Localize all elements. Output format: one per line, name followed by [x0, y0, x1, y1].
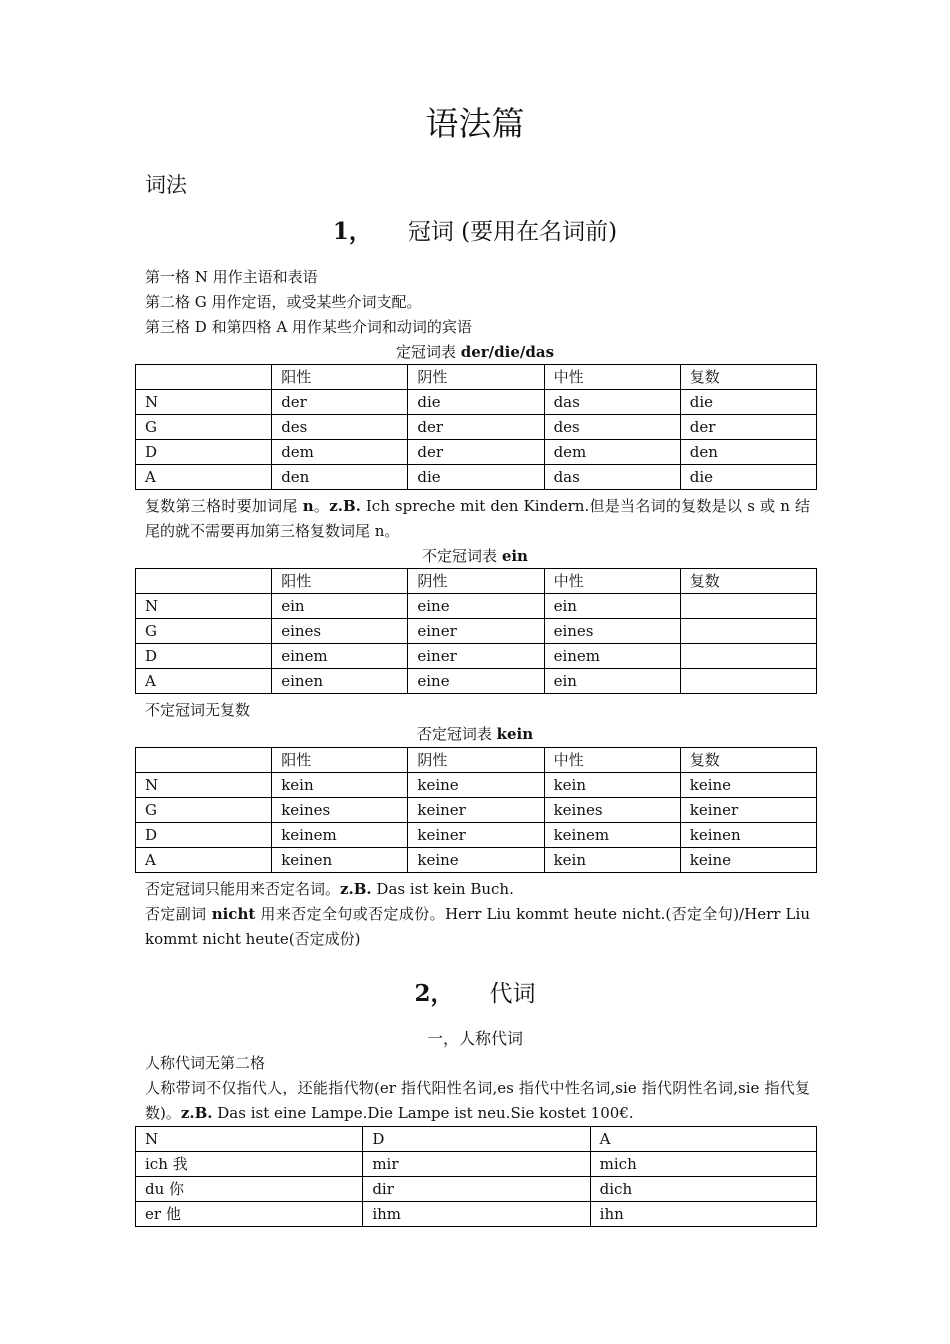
definite-table-caption	[0, 340, 950, 365]
note-text: 复数第三格时要加词尾	[145, 497, 303, 515]
table-row	[136, 594, 817, 619]
table-cell: des	[272, 415, 408, 440]
table-cell: einer	[408, 619, 544, 644]
negative-table-caption	[0, 722, 950, 747]
table-cell: N	[136, 594, 272, 619]
table-cell: eine	[408, 669, 544, 694]
table-cell: keiner	[680, 798, 816, 823]
table-cell: dir	[363, 1177, 590, 1202]
table-header-cell: A	[590, 1127, 816, 1152]
table-header-cell: D	[363, 1127, 590, 1152]
table-cell: ich 我	[136, 1152, 363, 1177]
case-line-1: 第一格 N 用作主语和表语	[145, 268, 318, 286]
case-line-2: 第二格 G 用作定语，或受某些介词支配。	[145, 293, 422, 311]
table-cell: einem	[544, 644, 680, 669]
table-row	[136, 465, 817, 490]
heading-pronouns	[0, 978, 950, 1010]
pronoun-note-1: 人称代词无第二格	[145, 1054, 266, 1072]
table-header-cell: 阴性	[408, 748, 544, 773]
table-cell: keinen	[680, 823, 816, 848]
table-cell: ein	[272, 594, 408, 619]
table-cell	[680, 669, 816, 694]
caption-text: 定冠词表	[395, 343, 461, 361]
table-row	[136, 1177, 817, 1202]
table-header-cell: 阳性	[272, 569, 408, 594]
table-cell: A	[136, 465, 272, 490]
table-cell: keinem	[544, 823, 680, 848]
table-cell: du 你	[136, 1177, 363, 1202]
case-line-3: 第三格 D 和第四格 A 用作某些介词和动词的宾语	[145, 318, 472, 336]
table-cell: kein	[272, 773, 408, 798]
table-cell: A	[136, 848, 272, 873]
table-cell: D	[136, 823, 272, 848]
note-text: Ich spreche mit den Kindern.但是当名词的复数是以 s 或 n 结尾的就不需要再加第三格复数词尾 n。	[145, 497, 810, 540]
table-cell: eine	[408, 594, 544, 619]
table-cell: G	[136, 798, 272, 823]
plural-dative-note	[145, 494, 810, 544]
table-row	[136, 415, 817, 440]
heading-text: 冠词 (要用在名词前)	[407, 219, 618, 245]
note-text: Das ist kein Buch.	[371, 880, 514, 898]
subheading-personal-pronouns: 一，人称代词	[426, 1029, 523, 1048]
table-cell: der	[408, 440, 544, 465]
table-cell: einen	[272, 669, 408, 694]
table-header-cell: 复数	[680, 365, 816, 390]
table-cell: G	[136, 619, 272, 644]
heading-number: 1，	[332, 218, 372, 245]
table-cell: keine	[680, 773, 816, 798]
table-row	[136, 669, 817, 694]
table-row	[136, 773, 817, 798]
table-cell	[680, 619, 816, 644]
table-header-row	[136, 748, 817, 773]
table-cell: eines	[544, 619, 680, 644]
note-bold: z.B.	[340, 880, 372, 898]
table-cell: keines	[544, 798, 680, 823]
table-cell: der	[680, 415, 816, 440]
no-plural-note: 不定冠词无复数	[145, 701, 251, 719]
table-row	[136, 798, 817, 823]
table-row	[136, 823, 817, 848]
table-cell: keine	[408, 773, 544, 798]
table-cell: eines	[272, 619, 408, 644]
table-cell: einem	[272, 644, 408, 669]
table-header-cell: 复数	[680, 748, 816, 773]
table-header-cell: 阴性	[408, 365, 544, 390]
table-cell	[680, 594, 816, 619]
table-header-cell: 中性	[544, 365, 680, 390]
table-cell: mir	[363, 1152, 590, 1177]
heading-number: 2，	[414, 980, 454, 1007]
table-row	[136, 390, 817, 415]
table-cell: das	[544, 390, 680, 415]
table-cell: der	[272, 390, 408, 415]
table-row	[136, 1152, 817, 1177]
table-cell: keine	[680, 848, 816, 873]
negative-article-table	[135, 747, 817, 873]
table-cell: keinem	[272, 823, 408, 848]
caption-bold: kein	[496, 725, 534, 743]
table-header-row	[136, 569, 817, 594]
nicht-note	[145, 902, 810, 952]
pronoun-note-2	[145, 1076, 810, 1126]
table-cell: das	[544, 465, 680, 490]
table-cell: N	[136, 773, 272, 798]
table-cell: die	[408, 390, 544, 415]
table-header-cell: 中性	[544, 569, 680, 594]
table-header-cell: N	[136, 1127, 363, 1152]
table-cell: keine	[408, 848, 544, 873]
table-cell: die	[680, 390, 816, 415]
caption-bold: ein	[501, 547, 528, 565]
table-header-cell	[136, 569, 272, 594]
table-cell: dich	[590, 1177, 816, 1202]
note-text: 用来否定全句或否定成份。Herr Liu kommt heute nicht.(否定全句)/Herr Liu kommt nicht heute(否定成份)	[145, 905, 810, 948]
table-header-row	[136, 1127, 817, 1152]
indefinite-article-table	[135, 568, 817, 694]
caption-text: 否定冠词表	[416, 725, 497, 743]
table-row	[136, 619, 817, 644]
note-text: 人称带词不仅指代人，还能指代物(er 指代阳性名词,es 指代中性名词,sie 指代阴性名词,sie 指代复数)。	[145, 1079, 810, 1122]
definite-article-table	[135, 364, 817, 490]
table-header-row	[136, 365, 817, 390]
note-bold: z.B.	[329, 497, 361, 515]
note-text: Das ist eine Lampe.Die Lampe ist neu.Sie kostet 100€.	[212, 1104, 634, 1122]
table-cell: des	[544, 415, 680, 440]
table-cell: ihn	[590, 1202, 816, 1227]
table-cell: die	[408, 465, 544, 490]
note-bold: n	[302, 497, 314, 515]
page-title: 语法篇	[425, 104, 525, 143]
table-cell: A	[136, 669, 272, 694]
note-bold: nicht	[211, 905, 256, 923]
note-bold: z.B.	[180, 1104, 213, 1122]
table-cell: keiner	[408, 823, 544, 848]
table-cell: den	[272, 465, 408, 490]
table-cell: der	[408, 415, 544, 440]
table-cell: D	[136, 440, 272, 465]
indefinite-table-caption	[0, 544, 950, 569]
table-cell: dem	[544, 440, 680, 465]
personal-pronoun-table	[135, 1126, 817, 1227]
table-cell: G	[136, 415, 272, 440]
table-cell: einer	[408, 644, 544, 669]
table-cell: ein	[544, 669, 680, 694]
table-cell: keines	[272, 798, 408, 823]
table-header-cell	[136, 748, 272, 773]
caption-bold: der/die/das	[460, 343, 555, 361]
table-cell: dem	[272, 440, 408, 465]
table-cell: den	[680, 440, 816, 465]
table-header-cell: 阴性	[408, 569, 544, 594]
table-row	[136, 644, 817, 669]
section-heading: 词法	[145, 173, 187, 197]
table-cell: kein	[544, 848, 680, 873]
table-cell: er 他	[136, 1202, 363, 1227]
note-text: 否定副词	[145, 905, 212, 923]
table-cell	[680, 644, 816, 669]
table-cell: mich	[590, 1152, 816, 1177]
note-text: 。	[313, 497, 330, 515]
table-cell: N	[136, 390, 272, 415]
table-header-cell: 阳性	[272, 748, 408, 773]
table-cell: keiner	[408, 798, 544, 823]
table-row	[136, 1202, 817, 1227]
caption-text: 不定冠词表	[422, 547, 502, 565]
note-text: 否定冠词只能用来否定名词。	[145, 880, 341, 898]
table-header-cell: 复数	[680, 569, 816, 594]
table-header-cell: 阳性	[272, 365, 408, 390]
table-cell: D	[136, 644, 272, 669]
heading-articles	[0, 216, 950, 248]
table-header-cell	[136, 365, 272, 390]
heading-text: 代词	[489, 981, 536, 1007]
table-cell: keinen	[272, 848, 408, 873]
table-cell: die	[680, 465, 816, 490]
table-cell: ihm	[363, 1202, 590, 1227]
table-cell: ein	[544, 594, 680, 619]
table-row	[136, 440, 817, 465]
table-header-cell: 中性	[544, 748, 680, 773]
table-cell: kein	[544, 773, 680, 798]
table-row	[136, 848, 817, 873]
kein-note	[145, 877, 810, 902]
